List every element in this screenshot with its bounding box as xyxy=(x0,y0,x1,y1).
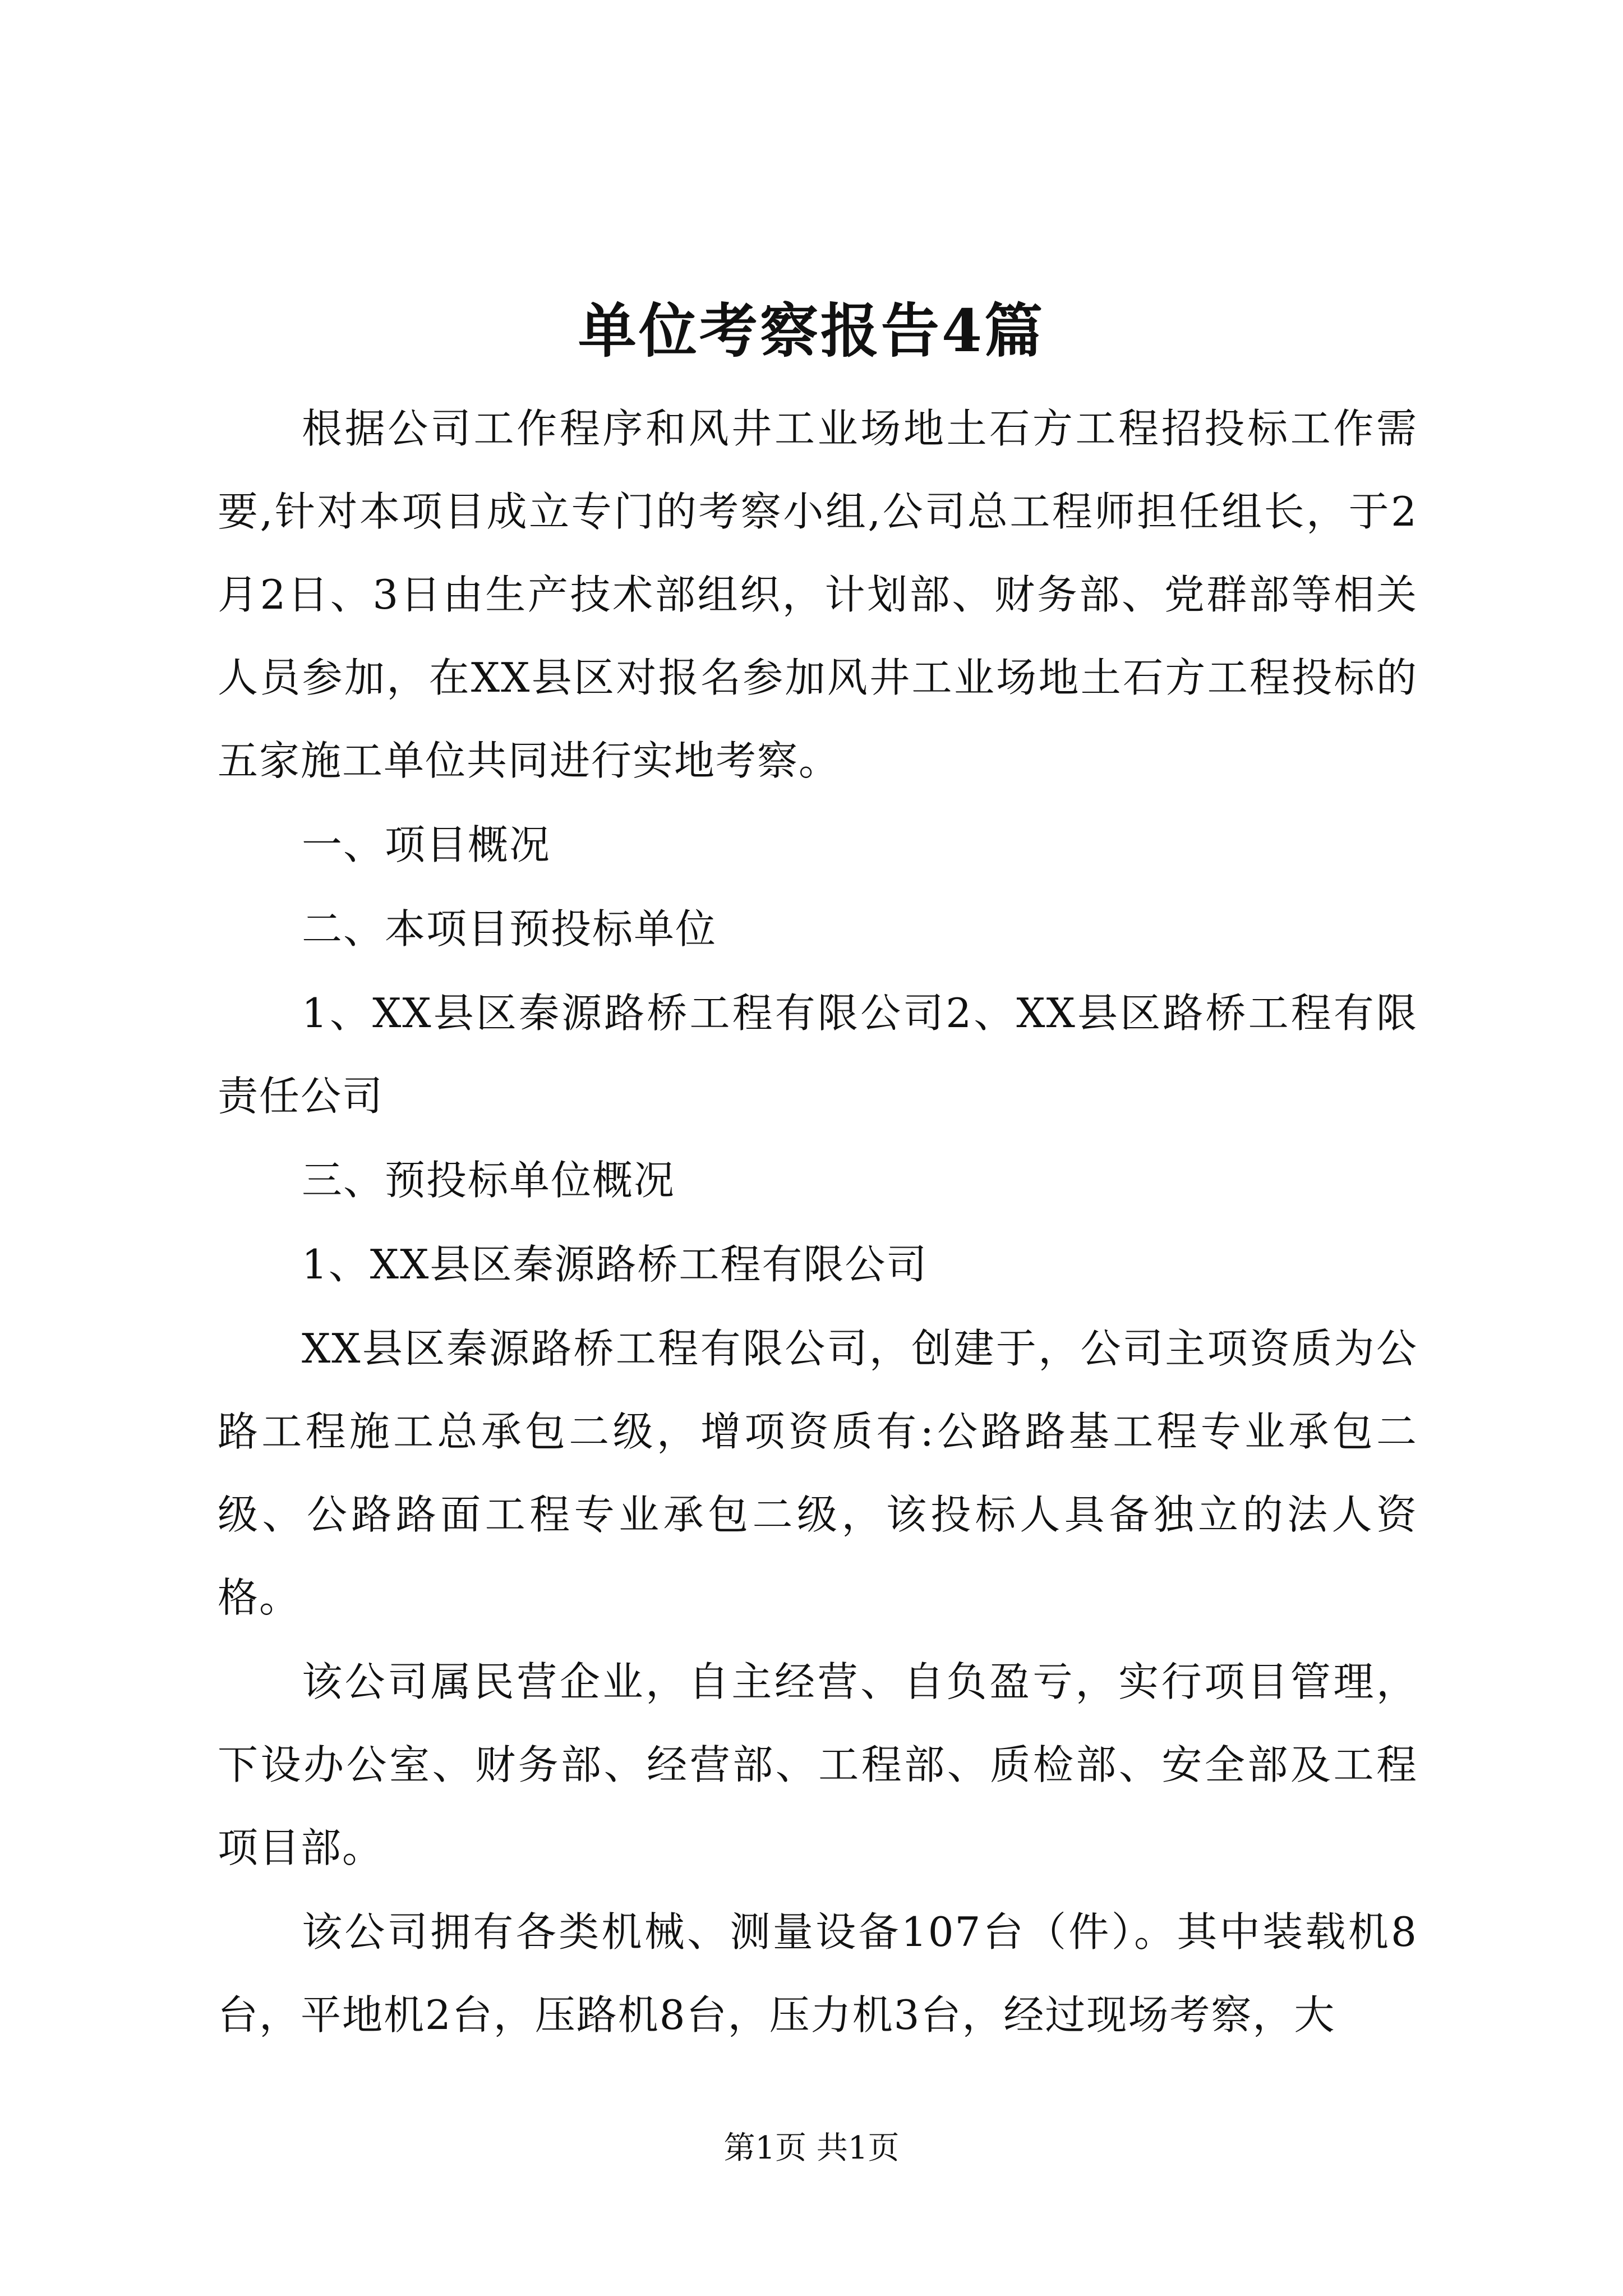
paragraph-company-qualification: XX县区秦源路桥工程有限公司，创建于，公司主项资质为公路工程施工总承包二级，增项资质有:公路路基工程专业承包二级、公路路面工程专业承包二级，该投标人具备独立的法人资格。 xyxy=(218,1325,1418,1621)
paragraph-company-equipment: 该公司拥有各类机械、测量设备107台（件）。其中装载机8台，平地机2台，压路机8台，压力机3台，经过现场考察，大 xyxy=(218,1908,1418,2039)
paragraph-company-structure: 该公司属民营企业，自主经营、自负盈亏，实行项目管理，下设办公室、财务部、经营部、工程部、质检部、安全部及工程项目部。 xyxy=(218,1658,1418,1871)
document-body xyxy=(218,387,1418,2058)
page-footer: 第1页 共1页 xyxy=(723,2130,900,2166)
heading-prebid-overview: 三、预投标单位概况 xyxy=(302,1157,676,1204)
document-title: 单位考察报告4篇 xyxy=(578,296,1045,365)
paragraph-unit-list: 1、XX县区秦源路桥工程有限公司2、XX县区路桥工程有限责任公司 xyxy=(218,990,1418,1120)
heading-company-1: 1、XX县区秦源路桥工程有限公司 xyxy=(302,1241,928,1288)
paragraph-intro: 根据公司工作程序和风井工业场地土石方工程招投标工作需要,针对本项目成立专门的考察小组,公司总工程师担任组长，于2月2日、3日由生产技术部组织，计划部、财务部、党群部等相关人员参加，在XX县区对报名参加风井工业场地土石方工程投标的五家施工单位共同进行实地考察。 xyxy=(218,405,1418,784)
heading-prebid-units: 二、本项目预投标单位 xyxy=(302,905,717,953)
heading-project-overview: 一、项目概况 xyxy=(302,821,551,868)
